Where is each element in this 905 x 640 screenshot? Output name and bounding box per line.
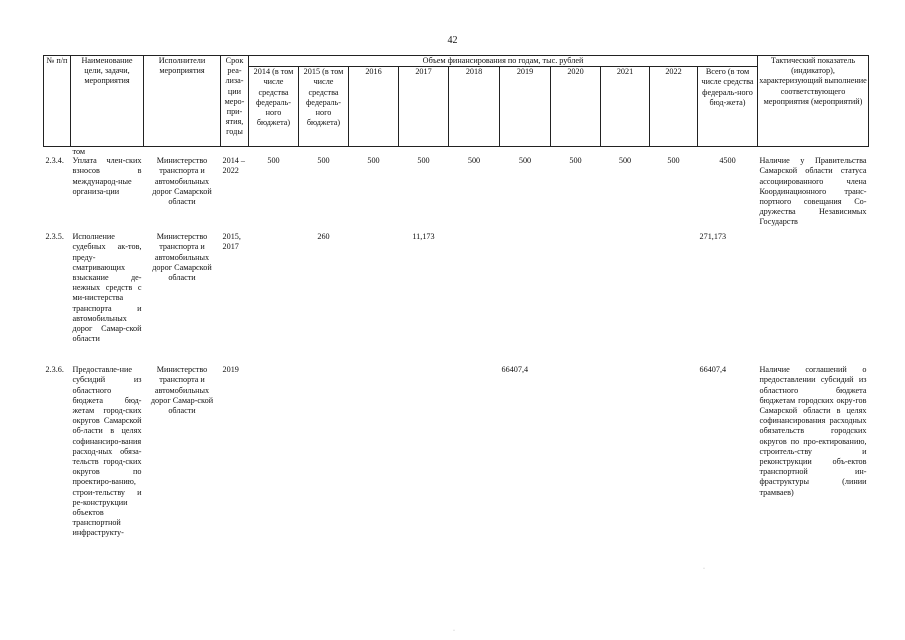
row-indicator: Наличие у Правительства Самарской области статуса ассоциированного члена Координационного транс-портного совещания Со-дружества Независимых Государств bbox=[759, 156, 867, 227]
cell-2017 bbox=[399, 365, 449, 538]
cell-2018 bbox=[449, 365, 500, 538]
row-executor: Министерство транспорта и автомобильных дорог Самарской области bbox=[152, 232, 212, 283]
header-total: Всего (в том числе средства федераль-ного бюд-жета) bbox=[698, 67, 758, 147]
row-indicator: Наличие соглашений о предоставлении субсидий из областного бюджета бюджетам городских окру-гов Самарской области в целях софинансирования расходных обязательств городских округов по про-ектированию, строитель-ству и реконструкции объ-ектов транспортной ин-фраструктуры (линии трамваев) bbox=[759, 365, 867, 497]
row-number: 2.3.4. bbox=[45, 156, 64, 166]
cell-2022: 500 bbox=[667, 156, 680, 166]
cell-2015: 260 bbox=[317, 232, 330, 242]
header-funding-group: Объем финансирования по годам, тыс. рублей bbox=[249, 56, 758, 67]
row-number: 2.3.5. bbox=[45, 232, 64, 242]
cell-2017: 11,173 bbox=[412, 232, 435, 242]
cell-total: 271,173 bbox=[699, 232, 727, 242]
header-executors: Исполнители мероприятия bbox=[144, 56, 221, 147]
cell-2015: 500 bbox=[317, 156, 330, 166]
row-term: 2014 – 2022 bbox=[222, 156, 246, 176]
cell-2019: 66407,4 bbox=[501, 365, 529, 375]
scan-speck: · bbox=[453, 628, 455, 634]
row-indicator bbox=[758, 232, 869, 365]
row-term: 2015, 2017 bbox=[222, 232, 241, 252]
cell-2017: 500 bbox=[417, 156, 430, 166]
row-name: Предоставле-ние субсидий из областного бюджета бюд-жетам город-ских округов Самарской об-ласти в целях софинансиро-вания расход-ных обяза-тельств город-ских округов по проектиро-ванию, строи-тельству и ре-конструкции объектов транспортной инфраструкту- bbox=[72, 365, 142, 538]
cell-total: 66407,4 bbox=[699, 365, 727, 375]
row-executor: Министерство транспорта и автомобильных дорог Самарской области bbox=[152, 156, 212, 207]
cell-2020 bbox=[551, 232, 601, 365]
cell-2019 bbox=[500, 232, 551, 365]
table-row bbox=[44, 156, 869, 232]
cell-2014 bbox=[249, 365, 299, 538]
header-year-2018: 2018 bbox=[449, 67, 500, 147]
continuation-row bbox=[44, 147, 869, 157]
row-name: Исполнение судебных ак-тов, преду-сматривающих взыскание де-нежных средств с ми-нистерства транспорта и автомобильных дорог Самар-ской области bbox=[72, 232, 142, 344]
page-number: 42 bbox=[447, 35, 458, 46]
cell-2021: 500 bbox=[618, 156, 632, 166]
header-year-2017: 2017 bbox=[399, 67, 449, 147]
header-no: № п/п bbox=[44, 56, 71, 147]
continuation-text: том bbox=[72, 147, 86, 157]
cell-2016 bbox=[349, 365, 399, 538]
row-name: Уплата член-ских взносов в международ-ные организа-ции bbox=[72, 156, 142, 196]
row-number: 2.3.6. bbox=[45, 365, 64, 375]
header-year-2015: 2015 (в том числе средства федераль-ного бюджета) bbox=[299, 67, 349, 147]
row-executor: Министерство транспорта и автомобильных дорог Самар-ской области bbox=[150, 365, 214, 416]
cell-2014: 500 bbox=[267, 156, 280, 166]
header-year-2021: 2021 bbox=[601, 67, 650, 147]
cell-total: 4500 bbox=[719, 156, 736, 166]
header-year-2014: 2014 (в том числе средства федераль-ного бюджета) bbox=[249, 67, 299, 147]
header-year-2022: 2022 bbox=[650, 67, 698, 147]
header-year-2016: 2016 bbox=[349, 67, 399, 147]
header-term: Срок реа-лиза-ции меро-при-ятия, годы bbox=[221, 56, 249, 147]
cell-2018: 500 bbox=[467, 156, 481, 166]
cell-2014 bbox=[249, 232, 299, 365]
cell-2018 bbox=[449, 232, 500, 365]
cell-2020: 500 bbox=[569, 156, 582, 166]
header-name: Наименование цели, задачи, мероприятия bbox=[71, 56, 144, 147]
cell-2016: 500 bbox=[367, 156, 380, 166]
table-row bbox=[44, 365, 869, 538]
header-indicator: Тактический показатель (индикатор), характеризующий выполнение соответствующего мероприятия (мероприятий) bbox=[758, 56, 869, 147]
header-year-2019: 2019 bbox=[500, 67, 551, 147]
cell-2022 bbox=[650, 232, 698, 365]
row-term: 2019 bbox=[222, 365, 239, 375]
cell-2016 bbox=[349, 232, 399, 365]
header-year-2020: 2020 bbox=[551, 67, 601, 147]
table-row bbox=[44, 232, 869, 365]
cell-2021 bbox=[601, 365, 650, 538]
cell-2022 bbox=[650, 365, 698, 538]
cell-2021 bbox=[601, 232, 650, 365]
cell-2015 bbox=[299, 365, 349, 538]
cell-2020 bbox=[551, 365, 601, 538]
funding-table bbox=[43, 55, 869, 539]
scan-speck: · bbox=[703, 566, 705, 572]
cell-2019: 500 bbox=[518, 156, 532, 166]
